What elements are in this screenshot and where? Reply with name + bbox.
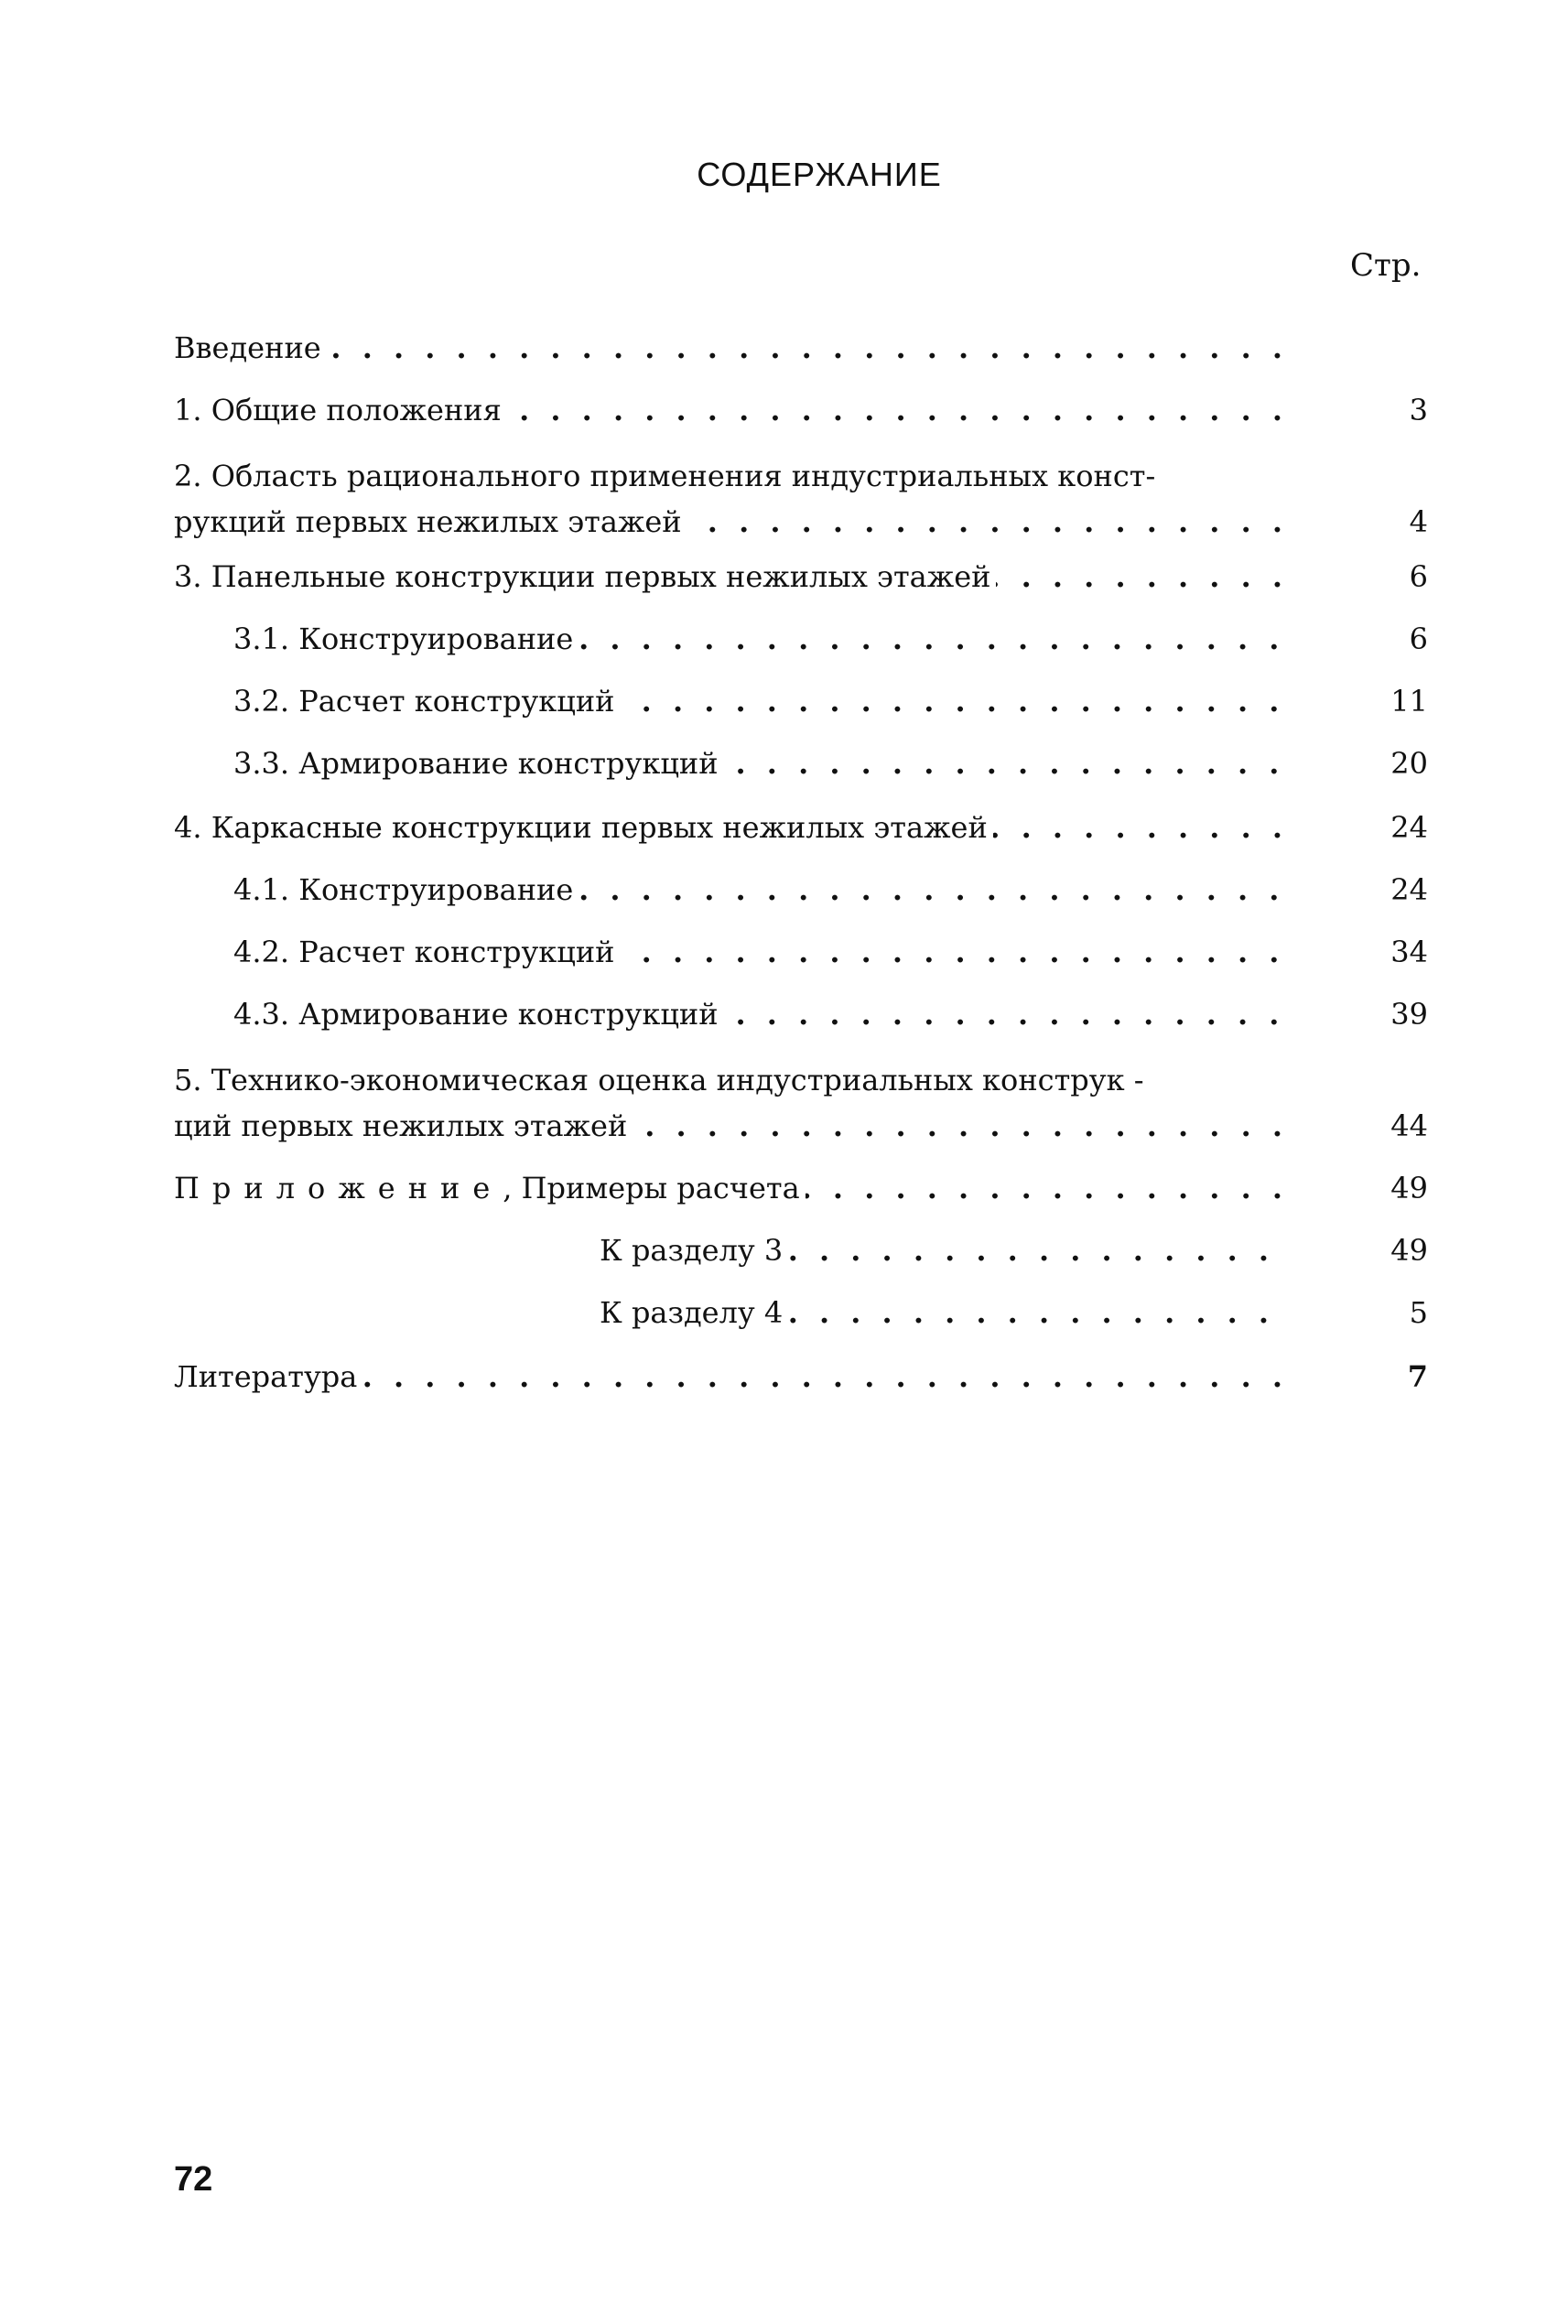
toc-entry-title: 4. Каркасные конструкции первых нежилых этажей <box>174 810 993 845</box>
toc-entry-title: рукций первых нежилых этажей <box>174 504 687 539</box>
toc-entry-page: 39 <box>1390 997 1428 1032</box>
page-number: 72 <box>174 2160 213 2199</box>
toc-entry-title: 3.2. Расчет конструкций <box>233 684 621 719</box>
toc-entry-page: 3 <box>1409 393 1428 427</box>
toc-entry-title: К разделу 4 <box>600 1295 788 1330</box>
toc-entry-page: 6 <box>1409 559 1428 594</box>
page-title: СОДЕРЖАНИЕ <box>697 156 942 193</box>
toc-entry-title: ций первых нежилых этажей <box>174 1108 633 1143</box>
toc-entry-section-3-1 <box>174 616 1428 662</box>
toc-entry-title: 3. Панельные конструкции первых нежилых этажей <box>174 559 996 594</box>
toc-entry-section-3-2 <box>174 678 1428 724</box>
toc-entry-title: 1. Общие положения <box>174 393 507 427</box>
toc-entry-title: , Примеры расчета <box>503 1171 800 1205</box>
toc-entry-title: К разделу 3 <box>600 1233 788 1268</box>
toc-entry-section-4-3 <box>174 991 1428 1037</box>
toc-entry-section-3-3 <box>174 740 1428 786</box>
toc-entry-section-4-2 <box>174 929 1428 975</box>
toc-entry-section-1 <box>174 387 1428 433</box>
toc-entry-introduction <box>174 325 1428 371</box>
toc-entry-appendix <box>174 1165 1428 1211</box>
toc-entry-section-4-1 <box>174 867 1428 913</box>
toc-entry-page: 49 <box>1390 1171 1428 1205</box>
toc-entry-title: 3.3. Армирование конструкций <box>233 746 724 781</box>
toc-entry-page: 11 <box>1390 684 1428 719</box>
toc-entry-page: 6 <box>1409 622 1428 656</box>
toc-entry-page: 5 <box>1409 1295 1428 1330</box>
toc-entry-section-2 <box>174 453 1428 545</box>
toc-entry-title: 4.2. Расчет конструкций <box>233 935 621 969</box>
toc-entry-title-spaced: Приложение <box>174 1171 503 1205</box>
toc-entry-title-line1: 5. Технико-экономическая оценка индустриальных конструк - <box>174 1063 1144 1097</box>
toc-entry-title-line1: 2. Область рационального применения индустриальных конст- <box>174 459 1156 493</box>
toc-entry-title: 4.1. Конструирование <box>233 872 579 907</box>
toc-entry-section-5 <box>174 1057 1428 1149</box>
toc-entry-section-4 <box>174 805 1428 850</box>
toc-entry-appendix-section-4 <box>174 1290 1428 1335</box>
toc-entry-page: 7 <box>1407 1359 1428 1394</box>
page-column-label: Стр. <box>1350 247 1422 284</box>
toc-entry-title: Введение <box>174 330 327 365</box>
toc-entry-page: 4 <box>1409 504 1428 539</box>
toc-entry-page: 49 <box>1390 1233 1428 1268</box>
toc-entry-page: 24 <box>1390 872 1428 907</box>
toc-entry-appendix-section-3 <box>174 1227 1428 1273</box>
toc-entry-page: 20 <box>1390 746 1428 781</box>
toc-entry-title: 4.3. Армирование конструкций <box>233 997 724 1032</box>
toc-entry-title: 3.1. Конструирование <box>233 622 579 656</box>
toc-entry-literature <box>174 1354 1428 1400</box>
toc-entry-section-3 <box>174 554 1428 600</box>
toc-entry-title: Литература <box>174 1359 362 1394</box>
toc-entry-page: 34 <box>1390 935 1428 969</box>
toc-entry-page: 44 <box>1390 1108 1428 1143</box>
toc-entry-page: 24 <box>1390 810 1428 845</box>
